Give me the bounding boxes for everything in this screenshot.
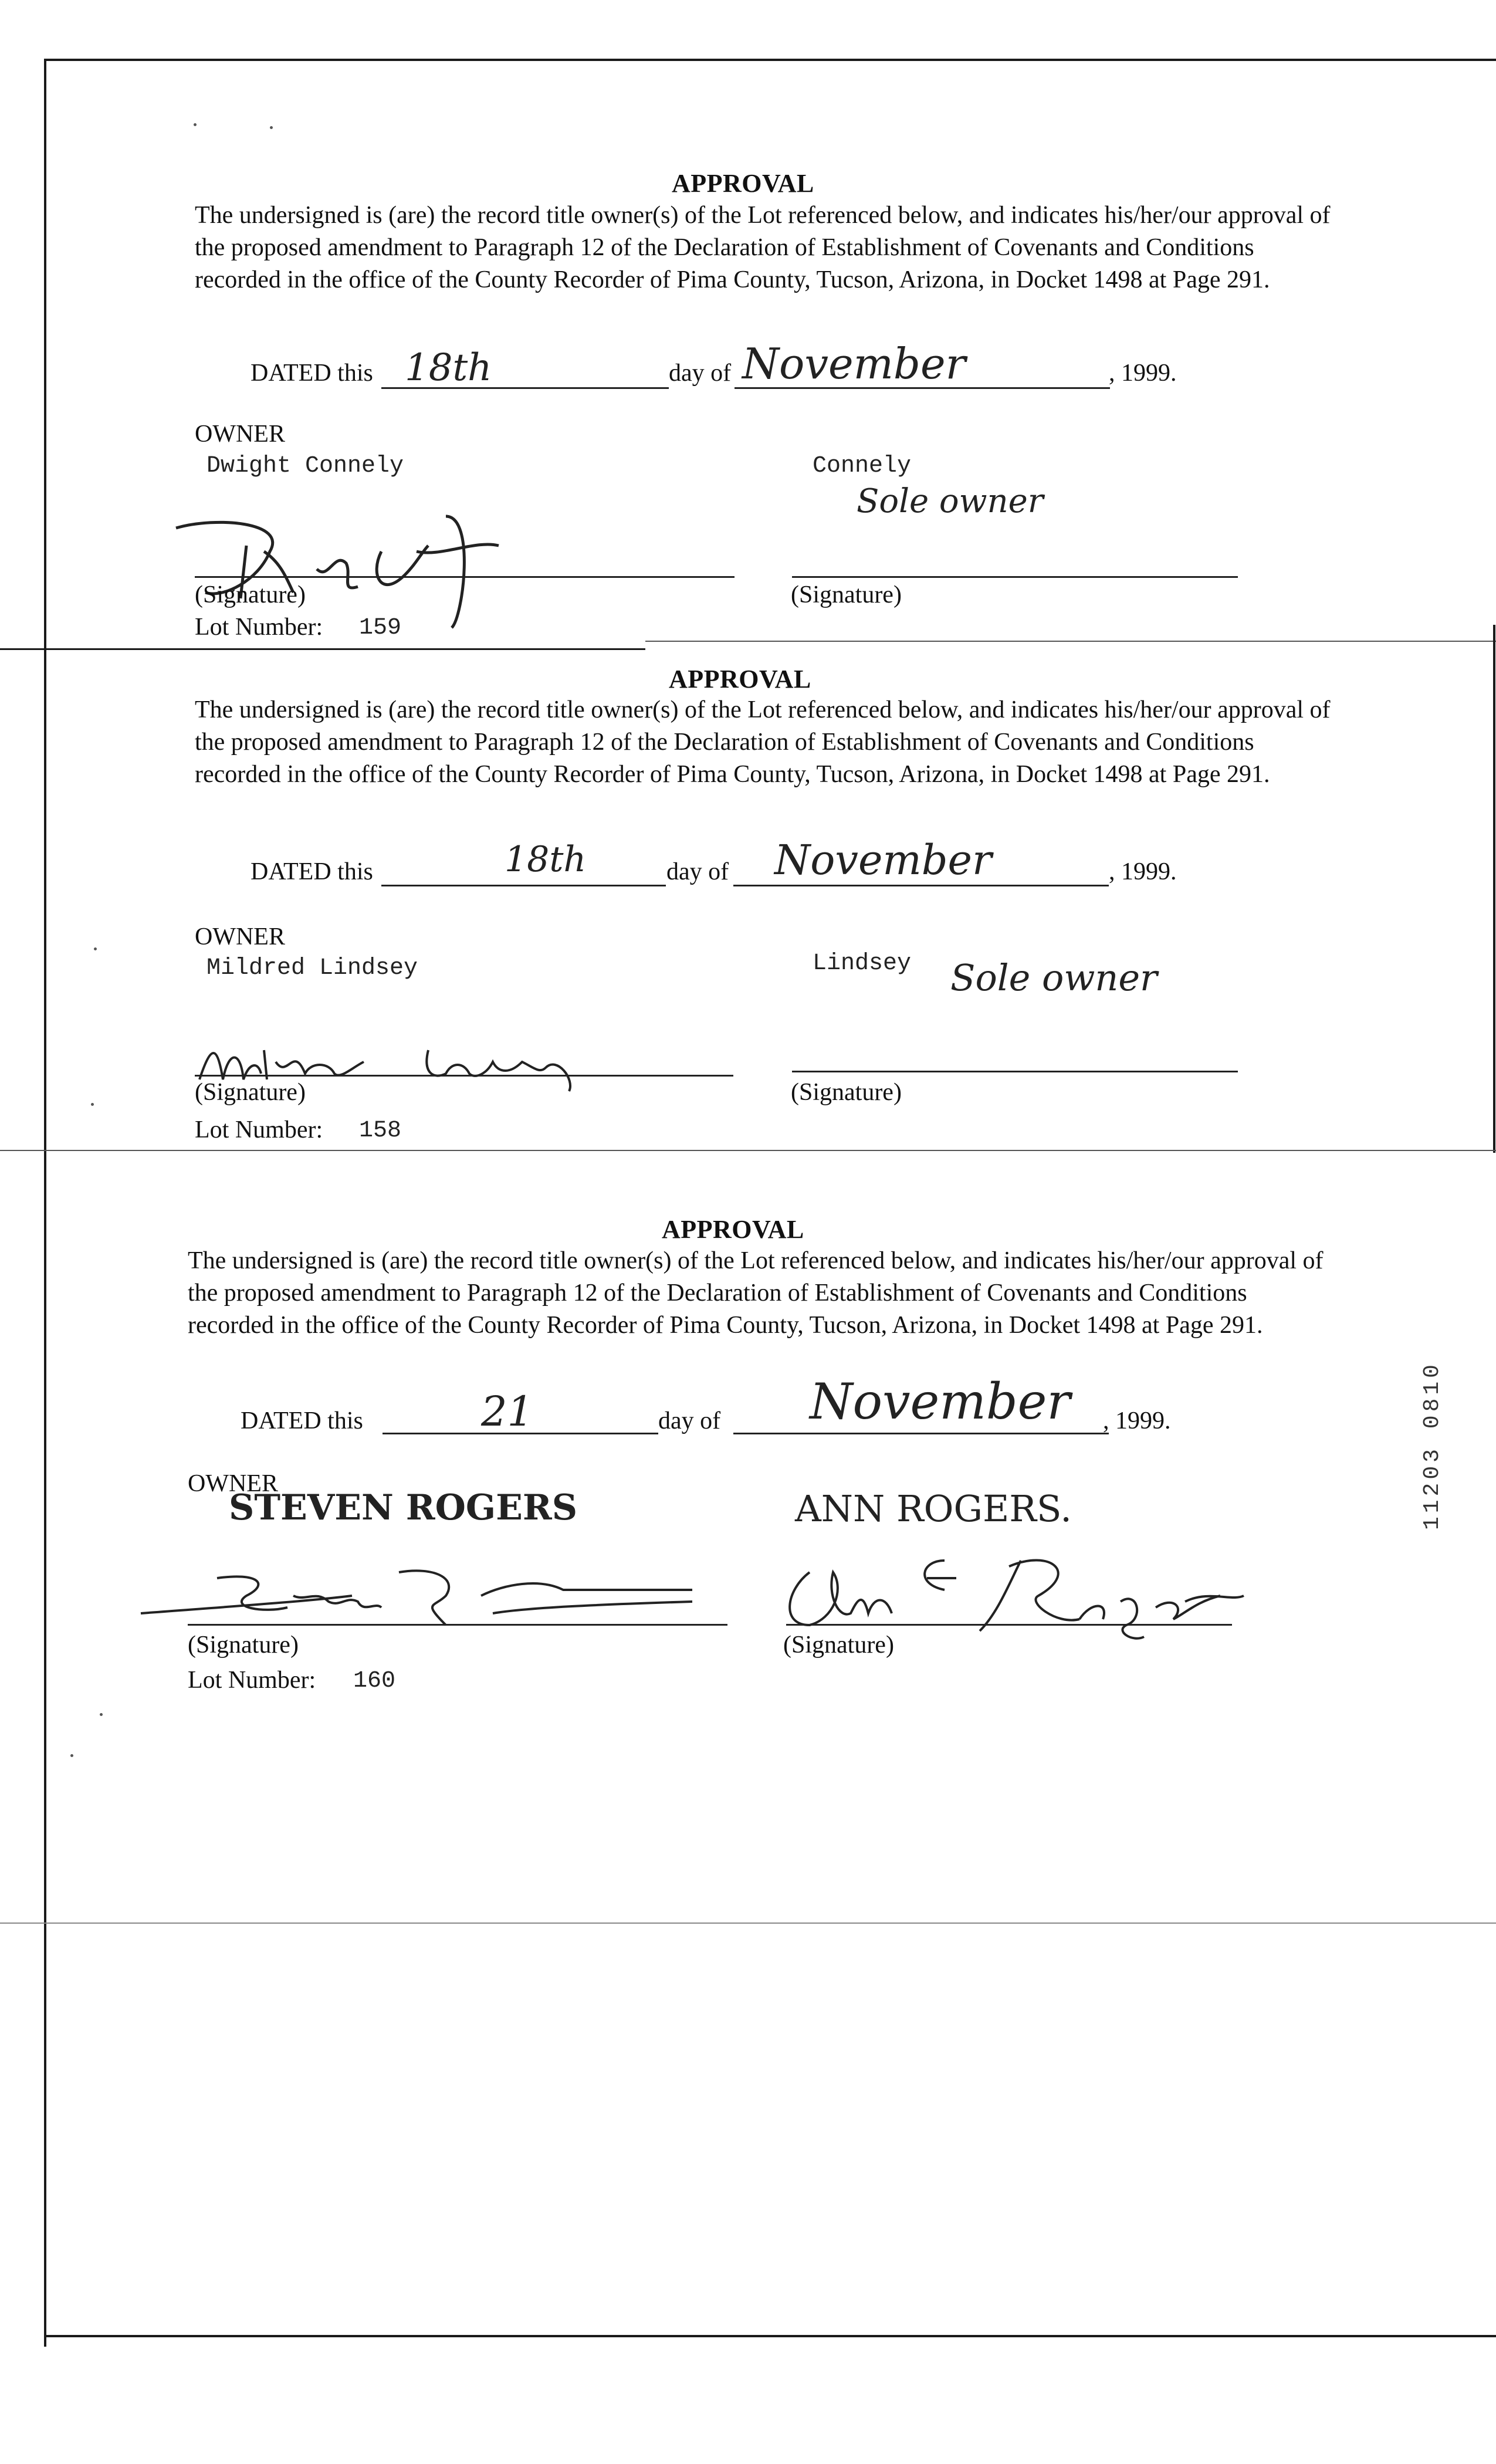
margin-stamp: 11203 0810 <box>1420 1361 1445 1531</box>
owner-label: OWNER <box>195 923 285 950</box>
dated-month-value: November <box>742 339 966 388</box>
owner-name: STEVEN ROGERS <box>229 1487 578 1528</box>
scan-speck <box>94 947 97 950</box>
co-owner-signature-line <box>786 1624 1232 1626</box>
owner-signature-line <box>188 1624 727 1626</box>
scan-speck <box>70 1754 73 1757</box>
section-body: The undersigned is (are) the record title owner(s) of the Lot referenced below, and indicates his/her/our approval of the proposed amendment to Paragraph 12 of the Declaration of Establishment of Covenants and Conditions recorded in the office of the County Recorder of Pima County, Tucson, Arizona, in Docket 1498 at Page 291. <box>195 202 1331 293</box>
lot-number-label: Lot Number: <box>195 1116 323 1143</box>
dated-label: DATED this <box>251 360 373 387</box>
dated-day-value: 18th <box>505 839 587 880</box>
co-owner-signature-line <box>792 1071 1238 1072</box>
co-owner-name: Lindsey <box>813 950 912 977</box>
co-owner-signature-line <box>792 576 1238 578</box>
lot-number-value: 159 <box>359 615 402 641</box>
section-title: APPROVAL <box>669 665 811 693</box>
co-owner-signature-label: (Signature) <box>791 1079 902 1106</box>
owner-signature-label: (Signature) <box>188 1632 299 1659</box>
lot-number-value: 158 <box>359 1118 402 1144</box>
owner-label: OWNER <box>188 1470 278 1497</box>
owner-signature-line <box>195 576 735 578</box>
co-owner-signature-label: (Signature) <box>791 581 902 608</box>
scan-speck <box>270 126 273 129</box>
dated-day-line <box>381 885 666 886</box>
day-of-label: day of <box>669 360 732 387</box>
dated-label: DATED this <box>251 858 373 885</box>
dated-day-value: 21 <box>481 1387 534 1436</box>
owner-signature <box>170 481 551 634</box>
owner-name: Dwight Connely <box>207 453 404 479</box>
dated-month-value: November <box>774 836 992 884</box>
section-right-border <box>1493 625 1495 1153</box>
co-owner-signature-label: (Signature) <box>783 1632 894 1659</box>
owner-label: OWNER <box>195 421 285 448</box>
co-owner-signature <box>774 1537 1255 1643</box>
page-left-border <box>44 59 46 2347</box>
co-owner-name: Connely <box>813 453 912 479</box>
section-title: APPROVAL <box>672 169 814 198</box>
owner-signature-label: (Signature) <box>195 581 306 608</box>
lot-number-label: Lot Number: <box>188 1667 316 1694</box>
lot-number-value: 160 <box>353 1668 396 1694</box>
page-top-border <box>44 59 1496 61</box>
section-divider-dashed <box>645 641 1496 642</box>
section-body: The undersigned is (are) the record title owner(s) of the Lot referenced below, and indicates his/her/our approval of the proposed amendment to Paragraph 12 of the Declaration of Establishment of Covenants and Conditions recorded in the office of the County Recorder of Pima County, Tucson, Arizona, in Docket 1498 at Page 291. <box>188 1247 1324 1339</box>
dated-month-line <box>733 885 1109 886</box>
dated-day-value: 18th <box>405 346 492 390</box>
section-body: The undersigned is (are) the record title owner(s) of the Lot referenced below, and indicates his/her/our approval of the proposed amendment to Paragraph 12 of the Declaration of Establishment of Covenants and Conditions recorded in the office of the County Recorder of Pima County, Tucson, Arizona, in Docket 1498 at Page 291. <box>195 696 1331 788</box>
owner-signature-line <box>195 1075 733 1077</box>
sole-owner-note: Sole owner <box>950 956 1157 999</box>
lot-number-label: Lot Number: <box>195 614 323 641</box>
day-of-label: day of <box>658 1407 721 1434</box>
dated-month-value: November <box>810 1373 1071 1430</box>
year-label: , 1999. <box>1103 1407 1171 1434</box>
section-divider <box>0 648 645 650</box>
dated-label: DATED this <box>241 1407 363 1434</box>
scan-speck <box>100 1713 103 1716</box>
scan-speck <box>194 123 197 126</box>
owner-name: Mildred Lindsey <box>207 955 418 981</box>
page-bottom-rule <box>0 1923 1496 1924</box>
sole-owner-note: Sole owner <box>857 482 1044 520</box>
owner-signature-label: (Signature) <box>195 1079 306 1106</box>
dated-month-line <box>733 1433 1109 1434</box>
year-label: , 1999. <box>1109 360 1177 387</box>
page-bottom-border <box>44 2335 1496 2337</box>
scan-speck <box>91 1103 94 1106</box>
co-owner-name: ANN ROGERS. <box>795 1487 1072 1530</box>
year-label: , 1999. <box>1109 858 1177 885</box>
section-divider <box>0 1150 1496 1151</box>
day-of-label: day of <box>666 858 729 885</box>
section-title: APPROVAL <box>662 1215 804 1244</box>
